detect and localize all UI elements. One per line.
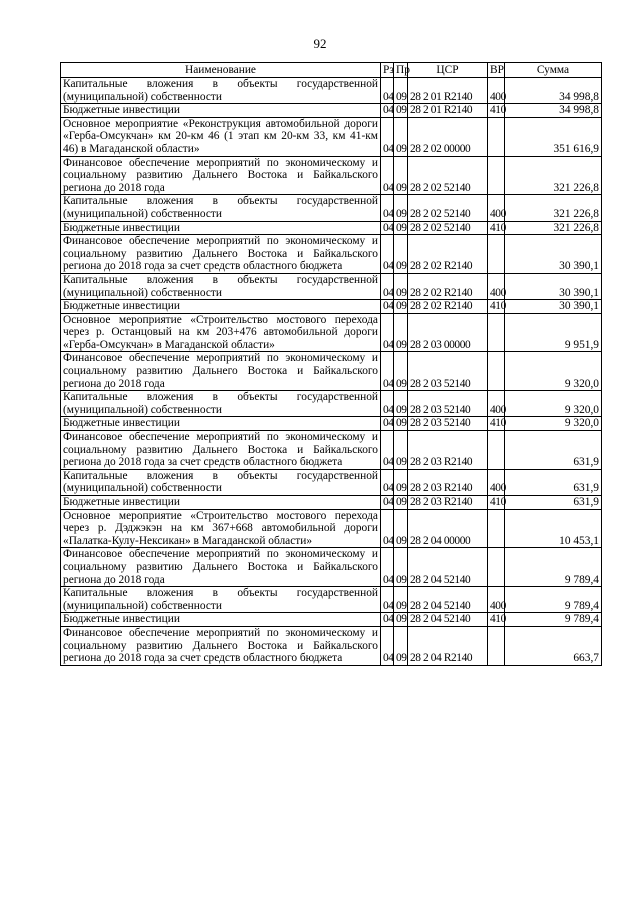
cell-name: Финансовое обеспечение мероприятий по экономическому и социальному развитию Дальнего Востока и Байкальского региона до 2018 года xyxy=(61,352,381,391)
cell-rz: 04 xyxy=(381,117,394,156)
table-row xyxy=(61,78,602,104)
cell-name: Бюджетные инвестиции xyxy=(61,300,381,314)
cell-name: Финансовое обеспечение мероприятий по экономическому и социальному развитию Дальнего Востока и Байкальского региона до 2018 года за счет средств областного бюджета xyxy=(61,626,381,665)
cell-pr: 09 xyxy=(394,613,408,627)
cell-vr: 410 xyxy=(488,496,505,510)
cell-csr: 28 2 03 00000 xyxy=(408,313,488,352)
cell-pr: 09 xyxy=(394,431,408,470)
cell-csr: 28 2 01 R2140 xyxy=(408,104,488,118)
cell-sum: 30 390,1 xyxy=(505,235,602,274)
cell-name: Капитальные вложения в объекты государственной (муниципальной) собственности xyxy=(61,469,381,495)
cell-name: Капитальные вложения в объекты государственной (муниципальной) собственности xyxy=(61,273,381,299)
cell-vr xyxy=(488,352,505,391)
table-row xyxy=(61,469,602,495)
cell-rz: 04 xyxy=(381,587,394,613)
cell-vr xyxy=(488,509,505,548)
cell-csr: 28 2 03 52140 xyxy=(408,417,488,431)
cell-vr xyxy=(488,548,505,587)
cell-rz: 04 xyxy=(381,391,394,417)
table-row xyxy=(61,313,602,352)
cell-name: Основное мероприятие «Строительство мостового перехода через р. Останцовый на км 203+476 автомобильной дороги «Герба-Омсукчан» в Магаданской области» xyxy=(61,313,381,352)
cell-csr: 28 2 03 52140 xyxy=(408,391,488,417)
cell-csr: 28 2 03 R2140 xyxy=(408,496,488,510)
budget-table xyxy=(60,62,602,666)
cell-pr: 09 xyxy=(394,548,408,587)
cell-pr: 09 xyxy=(394,469,408,495)
cell-name: Финансовое обеспечение мероприятий по экономическому и социальному развитию Дальнего Востока и Байкальского региона до 2018 года xyxy=(61,548,381,587)
cell-rz: 04 xyxy=(381,626,394,665)
cell-sum: 321 226,8 xyxy=(505,195,602,221)
cell-sum: 321 226,8 xyxy=(505,221,602,235)
header-vr: ВР xyxy=(488,63,505,78)
cell-csr: 28 2 02 R2140 xyxy=(408,235,488,274)
table-row xyxy=(61,235,602,274)
cell-name: Капитальные вложения в объекты государственной (муниципальной) собственности xyxy=(61,587,381,613)
cell-csr: 28 2 03 R2140 xyxy=(408,431,488,470)
cell-pr: 09 xyxy=(394,626,408,665)
cell-sum: 631,9 xyxy=(505,496,602,510)
table-header-row xyxy=(61,63,602,78)
cell-csr: 28 2 03 R2140 xyxy=(408,469,488,495)
cell-name: Капитальные вложения в объекты государственной (муниципальной) собственности xyxy=(61,195,381,221)
cell-pr: 09 xyxy=(394,156,408,195)
cell-sum: 321 226,8 xyxy=(505,156,602,195)
cell-pr: 09 xyxy=(394,273,408,299)
table-row xyxy=(61,352,602,391)
table-row xyxy=(61,104,602,118)
cell-csr: 28 2 04 00000 xyxy=(408,509,488,548)
cell-pr: 09 xyxy=(394,352,408,391)
cell-sum: 351 616,9 xyxy=(505,117,602,156)
table-row xyxy=(61,548,602,587)
cell-vr xyxy=(488,431,505,470)
cell-rz: 04 xyxy=(381,156,394,195)
cell-vr xyxy=(488,235,505,274)
cell-sum: 631,9 xyxy=(505,431,602,470)
cell-pr: 09 xyxy=(394,313,408,352)
cell-vr: 410 xyxy=(488,300,505,314)
cell-vr: 400 xyxy=(488,195,505,221)
table-row xyxy=(61,496,602,510)
table-row xyxy=(61,417,602,431)
cell-sum: 9 320,0 xyxy=(505,417,602,431)
cell-vr: 400 xyxy=(488,391,505,417)
cell-rz: 04 xyxy=(381,235,394,274)
table-row xyxy=(61,431,602,470)
cell-name: Бюджетные инвестиции xyxy=(61,496,381,510)
cell-rz: 04 xyxy=(381,496,394,510)
cell-name: Бюджетные инвестиции xyxy=(61,104,381,118)
table-row xyxy=(61,300,602,314)
table-row xyxy=(61,626,602,665)
cell-csr: 28 2 04 52140 xyxy=(408,587,488,613)
table-body xyxy=(61,78,602,666)
cell-vr: 410 xyxy=(488,417,505,431)
cell-vr: 400 xyxy=(488,587,505,613)
cell-name: Финансовое обеспечение мероприятий по экономическому и социальному развитию Дальнего Востока и Байкальского региона до 2018 года за счет средств областного бюджета xyxy=(61,431,381,470)
cell-name: Бюджетные инвестиции xyxy=(61,613,381,627)
cell-csr: 28 2 02 R2140 xyxy=(408,300,488,314)
table-row xyxy=(61,587,602,613)
cell-csr: 28 2 02 R2140 xyxy=(408,273,488,299)
cell-vr xyxy=(488,156,505,195)
cell-vr: 410 xyxy=(488,221,505,235)
cell-name: Бюджетные инвестиции xyxy=(61,221,381,235)
cell-sum: 10 453,1 xyxy=(505,509,602,548)
cell-rz: 04 xyxy=(381,417,394,431)
cell-name: Основное мероприятие «Строительство мостового перехода через р. Дэджэкэн на км 367+668 автомобильной дороги «Палатка-Кулу-Нексикан» в Магаданской области» xyxy=(61,509,381,548)
cell-pr: 09 xyxy=(394,235,408,274)
cell-rz: 04 xyxy=(381,352,394,391)
cell-csr: 28 2 02 00000 xyxy=(408,117,488,156)
cell-name: Основное мероприятие «Реконструкция автомобильной дороги «Герба-Омсукчан» км 20-км 46 (1 этап км 20-км 33, км 41-км 46) в Магаданской области» xyxy=(61,117,381,156)
cell-name: Бюджетные инвестиции xyxy=(61,417,381,431)
table-row xyxy=(61,221,602,235)
cell-csr: 28 2 01 R2140 xyxy=(408,78,488,104)
cell-pr: 09 xyxy=(394,221,408,235)
cell-vr xyxy=(488,313,505,352)
cell-vr: 400 xyxy=(488,469,505,495)
cell-pr: 09 xyxy=(394,391,408,417)
cell-sum: 34 998,8 xyxy=(505,78,602,104)
cell-name: Финансовое обеспечение мероприятий по экономическому и социальному развитию Дальнего Востока и Байкальского региона до 2018 года за счет средств областного бюджета xyxy=(61,235,381,274)
cell-pr: 09 xyxy=(394,496,408,510)
table-row xyxy=(61,195,602,221)
cell-rz: 04 xyxy=(381,613,394,627)
cell-vr: 400 xyxy=(488,78,505,104)
cell-sum: 9 951,9 xyxy=(505,313,602,352)
table-row xyxy=(61,273,602,299)
cell-sum: 30 390,1 xyxy=(505,273,602,299)
cell-pr: 09 xyxy=(394,300,408,314)
cell-vr: 410 xyxy=(488,613,505,627)
cell-rz: 04 xyxy=(381,431,394,470)
cell-sum: 663,7 xyxy=(505,626,602,665)
cell-pr: 09 xyxy=(394,78,408,104)
cell-rz: 04 xyxy=(381,300,394,314)
cell-vr: 400 xyxy=(488,273,505,299)
cell-sum: 9 789,4 xyxy=(505,587,602,613)
cell-sum: 9 789,4 xyxy=(505,613,602,627)
table-row xyxy=(61,613,602,627)
cell-csr: 28 2 02 52140 xyxy=(408,156,488,195)
cell-sum: 9 320,0 xyxy=(505,391,602,417)
cell-rz: 04 xyxy=(381,548,394,587)
cell-rz: 04 xyxy=(381,78,394,104)
cell-pr: 09 xyxy=(394,587,408,613)
table-row xyxy=(61,391,602,417)
header-name: Наименование xyxy=(61,63,381,78)
cell-vr xyxy=(488,626,505,665)
cell-name: Капитальные вложения в объекты государственной (муниципальной) собственности xyxy=(61,391,381,417)
cell-rz: 04 xyxy=(381,221,394,235)
header-csr: ЦСР xyxy=(408,63,488,78)
cell-pr: 09 xyxy=(394,104,408,118)
table-row xyxy=(61,509,602,548)
cell-pr: 09 xyxy=(394,117,408,156)
cell-rz: 04 xyxy=(381,313,394,352)
cell-pr: 09 xyxy=(394,417,408,431)
page-number: 92 xyxy=(313,36,327,51)
cell-sum: 30 390,1 xyxy=(505,300,602,314)
cell-csr: 28 2 04 52140 xyxy=(408,548,488,587)
cell-rz: 04 xyxy=(381,104,394,118)
cell-rz: 04 xyxy=(381,195,394,221)
cell-pr: 09 xyxy=(394,509,408,548)
cell-sum: 9 789,4 xyxy=(505,548,602,587)
header-sum: Сумма xyxy=(505,63,602,78)
table-row xyxy=(61,156,602,195)
header-pr: Пр xyxy=(394,63,408,78)
cell-rz: 04 xyxy=(381,469,394,495)
cell-csr: 28 2 04 52140 xyxy=(408,613,488,627)
cell-rz: 04 xyxy=(381,509,394,548)
cell-pr: 09 xyxy=(394,195,408,221)
cell-sum: 631,9 xyxy=(505,469,602,495)
cell-csr: 28 2 02 52140 xyxy=(408,195,488,221)
cell-csr: 28 2 03 52140 xyxy=(408,352,488,391)
cell-name: Финансовое обеспечение мероприятий по экономическому и социальному развитию Дальнего Востока и Байкальского региона до 2018 года xyxy=(61,156,381,195)
cell-csr: 28 2 04 R2140 xyxy=(408,626,488,665)
cell-csr: 28 2 02 52140 xyxy=(408,221,488,235)
cell-rz: 04 xyxy=(381,273,394,299)
header-rz: Рз xyxy=(381,63,394,78)
table-row xyxy=(61,117,602,156)
cell-sum: 34 998,8 xyxy=(505,104,602,118)
cell-vr: 410 xyxy=(488,104,505,118)
cell-sum: 9 320,0 xyxy=(505,352,602,391)
cell-name: Капитальные вложения в объекты государственной (муниципальной) собственности xyxy=(61,78,381,104)
cell-vr xyxy=(488,117,505,156)
